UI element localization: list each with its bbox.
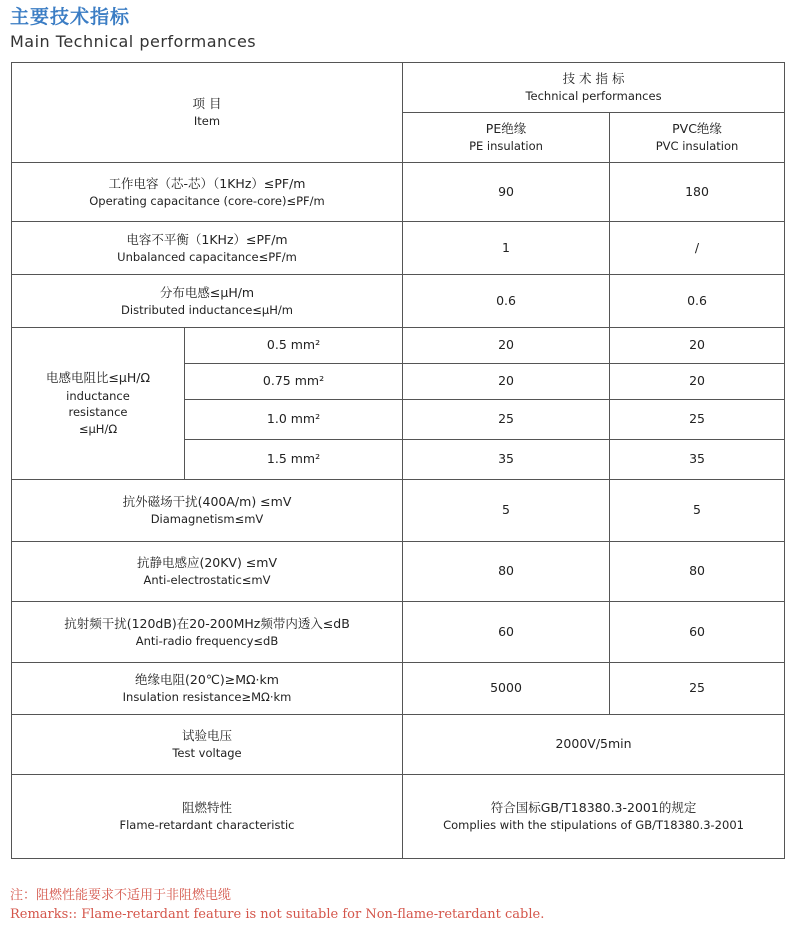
lr-label-cn: 电感电阻比≤μH/Ω: [45, 370, 151, 386]
table-row: [12, 275, 785, 328]
pe-value: 5000: [403, 663, 610, 715]
size-cell: 0.75 mm²: [185, 364, 403, 400]
row-label: [12, 715, 403, 775]
page-title-en: Main Technical performances: [10, 32, 257, 51]
pvc-value: 5: [610, 480, 785, 542]
pe-value: 5: [403, 480, 610, 542]
size-cell: 1.0 mm²: [185, 400, 403, 440]
pvc-value: 20: [610, 328, 785, 364]
pe-value: 60: [403, 602, 610, 663]
lr-label-en3: ≤μH/Ω: [78, 421, 118, 436]
pvc-value: 0.6: [610, 275, 785, 328]
row-label-cn: 试验电压: [182, 728, 233, 744]
table-row: [12, 775, 785, 859]
pe-value: 1: [403, 222, 610, 275]
pe-value: 90: [403, 163, 610, 222]
table-header-row: [12, 63, 785, 113]
table-row: [12, 542, 785, 602]
lr-label-en1: inductance: [66, 388, 130, 403]
pvc-value: 35: [610, 440, 785, 480]
row-label-cn: 阻燃特性: [182, 800, 233, 816]
row-label-en: Operating capacitance (core-core)≤PF/m: [89, 193, 325, 208]
row-label-en: Anti-electrostatic≤mV: [143, 573, 271, 588]
header-pvc-cell: [610, 113, 785, 163]
row-label: [12, 222, 403, 275]
table-row: [12, 163, 785, 222]
header-pe-cn: PE绝缘: [485, 121, 527, 137]
pe-value: 0.6: [403, 275, 610, 328]
row-label: [12, 542, 403, 602]
size-cell: 0.5 mm²: [185, 328, 403, 364]
table-row: [12, 715, 785, 775]
row-label-cn: 抗射频干扰(120dB)在20-200MHz频带内透入≤dB: [64, 615, 350, 631]
pe-value: 20: [403, 328, 610, 364]
pe-value: 35: [403, 440, 610, 480]
pvc-value: /: [610, 222, 785, 275]
remark-en: Remarks:: Flame-retardant feature is not suitable for Non-flame-retardant cable.: [10, 907, 545, 922]
header-tech-cn: 技 术 指 标: [562, 71, 625, 87]
header-item-cell: [12, 63, 403, 163]
header-pe-cell: [403, 113, 610, 163]
row-label: [12, 275, 403, 328]
row-label-cn: 抗静电感应(20KV) ≤mV: [136, 555, 278, 571]
pvc-value: 60: [610, 602, 785, 663]
row-label-en: Diamagnetism≤mV: [150, 512, 264, 527]
row-label-cn: 工作电容（芯-芯）（1KHz）≤PF/m: [108, 175, 306, 191]
flame-value-en: Complies with the stipulations of GB/T18380.3-2001: [443, 818, 744, 833]
page-title-cn: 主要技术指标: [10, 6, 131, 28]
pvc-value: 25: [610, 663, 785, 715]
row-label-cn: 分布电感≤μH/m: [159, 284, 255, 300]
pe-value: 80: [403, 542, 610, 602]
pvc-value: 180: [610, 163, 785, 222]
table-row: [12, 663, 785, 715]
size-cell: 1.5 mm²: [185, 440, 403, 480]
flame-value: [403, 775, 785, 859]
header-item-en: Item: [193, 114, 221, 129]
test-voltage-value: 2000V/5min: [403, 715, 785, 775]
flame-value-cn: 符合国标GB/T18380.3-2001的规定: [490, 800, 697, 816]
pe-value: 20: [403, 364, 610, 400]
row-label: [12, 663, 403, 715]
remark-cn: 注：阻燃性能要求不适用于非阻燃电缆: [10, 888, 232, 903]
table-row: [12, 480, 785, 542]
row-label: [12, 602, 403, 663]
row-label-en: Test voltage: [172, 746, 242, 761]
row-label-en: Unbalanced capacitance≤PF/m: [117, 249, 297, 264]
row-label-en: Distributed inductance≤μH/m: [121, 302, 293, 317]
pvc-value: 20: [610, 364, 785, 400]
pe-value: 25: [403, 400, 610, 440]
lr-label: [12, 328, 185, 480]
header-tech-cell: [403, 63, 785, 113]
table-row: [12, 222, 785, 275]
performance-table: [11, 62, 785, 859]
row-label-en: Anti-radio frequency≤dB: [135, 633, 279, 648]
lr-label-en2: resistance: [68, 405, 128, 420]
header-pvc-en: PVC insulation: [655, 139, 739, 154]
header-tech-en: Technical performances: [525, 89, 662, 104]
pvc-value: 25: [610, 400, 785, 440]
row-label-cn: 抗外磁场干扰(400A/m) ≤mV: [122, 494, 292, 510]
row-label-en: Flame-retardant characteristic: [119, 818, 295, 833]
row-label-en: Insulation resistance≥MΩ·km: [122, 690, 292, 705]
row-label-cn: 绝缘电阻(20℃)≥MΩ·km: [135, 672, 279, 688]
row-label: [12, 775, 403, 859]
table-row: [12, 602, 785, 663]
header-pe-en: PE insulation: [469, 139, 543, 154]
row-label-cn: 电容不平衡（1KHz）≤PF/m: [126, 231, 288, 247]
table-row: [12, 328, 785, 364]
row-label: [12, 480, 403, 542]
pvc-value: 80: [610, 542, 785, 602]
header-pvc-cn: PVC绝缘: [672, 121, 722, 137]
header-item-cn: 项 目: [192, 96, 222, 112]
row-label: [12, 163, 403, 222]
